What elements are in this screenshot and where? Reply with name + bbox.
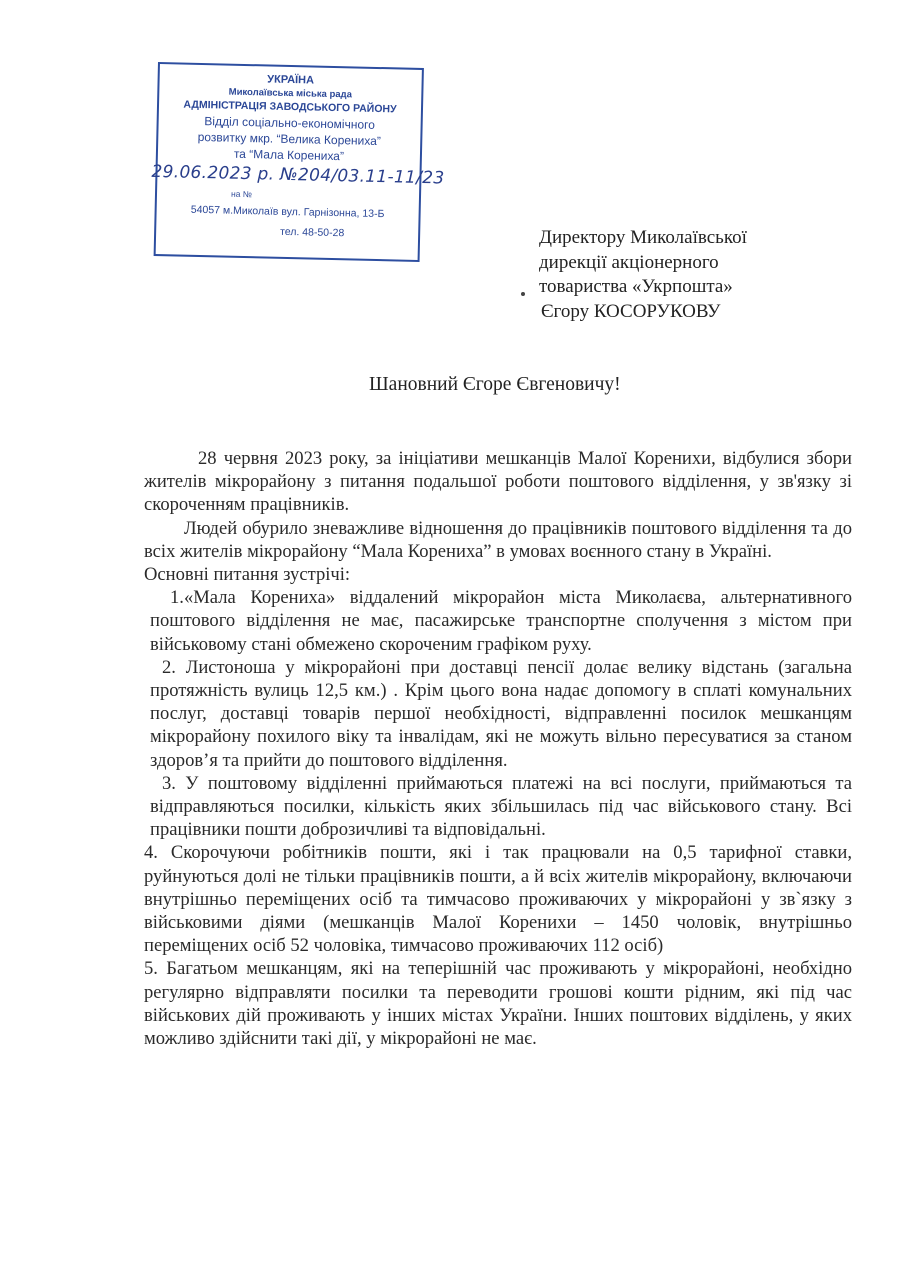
addressee-line-2: дирекції акціонерного (539, 251, 719, 273)
list-item-2: 2. Листоноша у мікрорайоні при доставці пенсії долає велику відстань (загальна протяжність вулиць 12,5 км.) . Крім цього вона надає допомогу в сплаті комунальних послуг, доставці товарів першої необхідності, відправленні посилок мешканцям мікрорайону похилого віку та інвалідам, які не можуть вільно пересуватися за станом здоров’я та прийти до поштового відділення. (150, 656, 852, 771)
list-item-3: 3. У поштовому відділенні приймаються платежі на всі послуги, приймаються та відправляються посилки, кількість яких збільшилась під час військового стану. Всі працівники пошти доброзичливі та відповідальні. (150, 772, 852, 841)
salutation: Шановний Єгоре Євгеновичу! (369, 374, 621, 395)
body-paragraph-1: 28 червня 2023 року, за ініціативи мешканців Малої Коренихи, відбулися збори жителів мікрорайону з питання подальшої роботи поштового відділення, у зв'язку зі скороченням працівників. (144, 448, 852, 516)
addressee-block (539, 226, 747, 324)
official-stamp (151, 62, 445, 262)
list-item-1: 1.«Мала Корениха» віддалений мікрорайон міста Миколаєва, альтернативного поштового відділення не має, пасажирське транспортне сполучення з містом при військовому стані обмежено скороченим графіком руху. (150, 587, 852, 655)
stamp-department-line3: та “Мала Корениха” (233, 146, 345, 164)
stamp-council: Миколаївська міська рада (228, 86, 353, 101)
stamp-country: УКРАЇНА (267, 73, 315, 87)
body-paragraph-2: Людей обурило зневажливе відношення до працівників поштового відділення та до всіх жителів мікрорайону “Мала Корениха” в умовах воєнного стану в Україні. (144, 517, 852, 562)
stamp-department-line2: розвитку мкр. “Велика Корениха” (197, 129, 382, 149)
addressee-line-3: товариства «Укрпошта» (539, 276, 733, 297)
ink-dot (521, 292, 525, 296)
addressee-name: Єгору КОСОРУКОВУ (541, 300, 721, 322)
stamp-phone: тел. 48-50-28 (279, 225, 345, 240)
stamp-registration-number: 29.06.2023 р. №204/03.11-11/23 (151, 161, 445, 189)
letter-body (144, 447, 852, 1050)
stamp-address: 54057 м.Миколаїв вул. Гарнізонна, 13-Б (190, 203, 385, 221)
addressee-line-1: Директору Миколаївської (539, 227, 747, 248)
list-item-5: 5. Багатьом мешканцям, які на теперішній час проживають у мікрорайоні, необхідно регулярно відправляти посилки та переводити грошові кошти рідним, які під час військових дій проживають у інших містах України. Інших поштових відділень, у яких можливо здійснити такі дії, у мікрорайоні не має. (144, 958, 852, 1050)
list-item-4: 4. Скорочуючи робітників пошти, які і так працювали на 0,5 тарифної ставки, руйнуються долі не тільки працівників пошти, а й всіх жителів мікрорайону, включаючи внутрішньо переміщених осіб та тимчасово проживаючих у мікрорайоні у зв`язку з військовими діями (мешканців Малої Коренихи – 1450 чоловік, внутрішньо переміщених осіб 52 чоловіка, тимчасово проживаючих 112 осіб) (144, 842, 852, 957)
stamp-department-line1: Відділ соціально-економічного (204, 114, 376, 132)
body-paragraph-3: Основні питання зустрічі: (144, 564, 351, 586)
stamp-administration: АДМІНІСТРАЦІЯ ЗАВОДСЬКОГО РАЙОНУ (183, 98, 397, 116)
stamp-ref-label: на № (230, 188, 253, 200)
